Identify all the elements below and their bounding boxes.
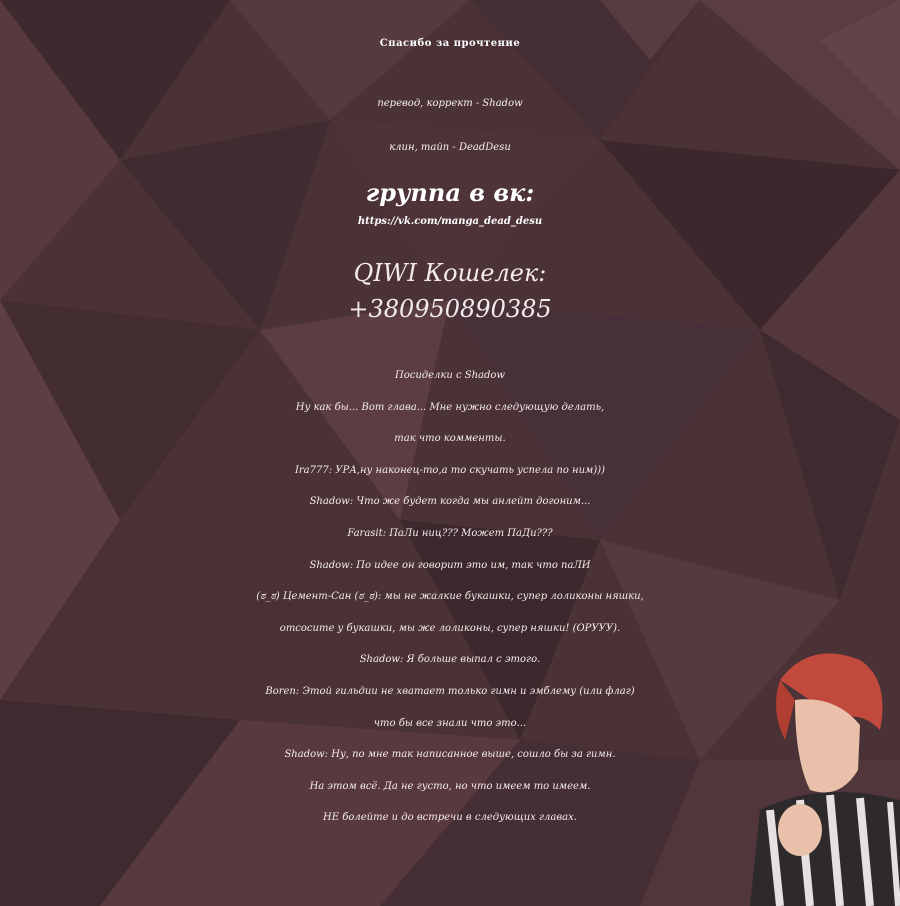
chat-line: что бы все знали что это... bbox=[373, 717, 527, 729]
credit-translator: перевод, коррект - Shadow bbox=[377, 98, 523, 109]
qiwi-label: QIWI Кошелек: bbox=[353, 259, 547, 287]
group-link[interactable]: https://vk.com/manga_dead_desu bbox=[357, 216, 543, 227]
chat-line: Shadow: Ну, по мне так написанное выше, сошло бы за гимн. bbox=[284, 749, 616, 761]
chat-line: Shadow: Я больше выпал с этого. bbox=[359, 654, 541, 666]
chat-heading: Посиделки с Shadow bbox=[394, 370, 505, 381]
chat-line: НЕ болейте и до встречи в следующих главах. bbox=[323, 812, 577, 824]
qiwi-number: +380950890385 bbox=[348, 295, 552, 323]
chat-line: Shadow: По идее он говорит это им, так что паЛИ bbox=[309, 559, 591, 571]
chat-line: отсосите у букашки, мы же лоликоны, супер няшки! (ОРУУУ). bbox=[279, 622, 621, 634]
chat-line: Farasit: ПаЛи ниц??? Может ПаДи??? bbox=[347, 527, 553, 539]
chat-line: На этом всё. Да не густо, но что имеем то имеем. bbox=[309, 780, 591, 792]
chat-line: Ну как бы... Вот глава... Мне нужно следующую делать, bbox=[295, 401, 605, 413]
page-title: Спасибо за прочтение bbox=[379, 38, 521, 49]
chat-line: Ira777: УРА,ну наконец-то,а то скучать успела по ним))) bbox=[294, 464, 606, 476]
chat-line: так что комменты. bbox=[394, 433, 506, 445]
chat-line: Shadow: Что же будет когда мы анлейт догоним... bbox=[309, 496, 591, 508]
chat-line: Boren: Этой гильдии не хватает только гимн и эмблему (или флаг) bbox=[265, 685, 635, 697]
chat-section bbox=[0, 360, 900, 834]
credit-cleaner: клин, тайп - DeadDesu bbox=[389, 142, 511, 153]
chat-line: (ಠ_ಠ) Цемент-Сан (ಠ_ಠ): мы не жалкие букашки, супер лоликоны няшки, bbox=[256, 591, 644, 603]
group-label: группа в вк: bbox=[365, 178, 535, 207]
